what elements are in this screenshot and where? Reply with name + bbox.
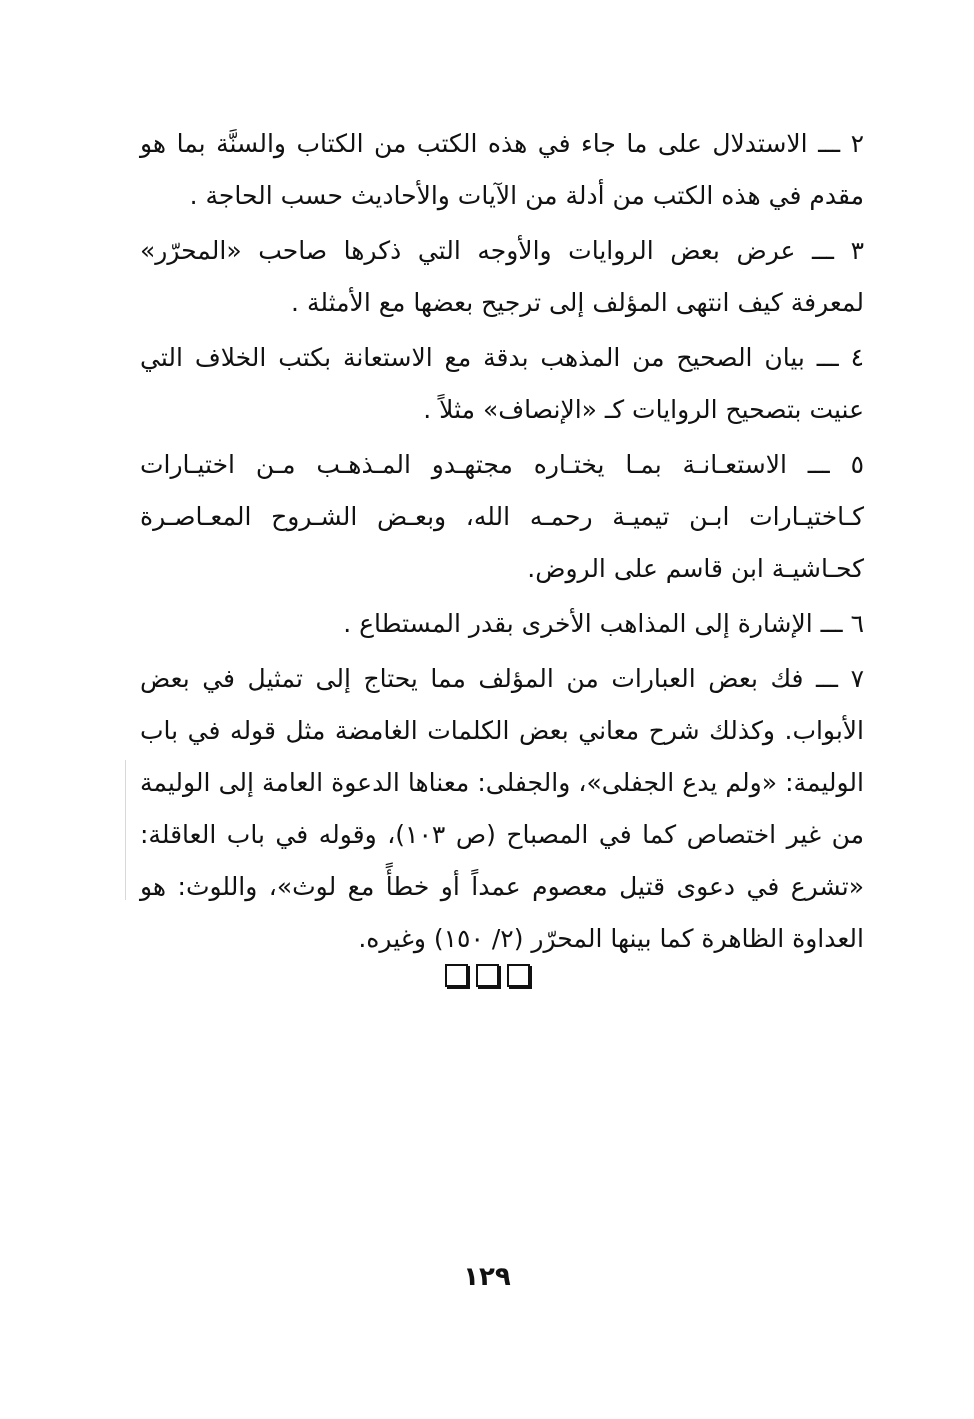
section-end-ornament	[0, 964, 974, 987]
list-item-7: ٧ ـــ فك بعض العبارات من المؤلف مما يحتاج إلى تمثيل في بعض الأبواب. وكذلك شرح معاني بعض الكلمات الغامضة مثل قوله في باب الوليمة: «ولم يدع الجفلى»، والجفلى: معناها الدعوة العامة إلى الوليمة من غير اختصاص كما في المصباح (ص ١٠٣)، وقوله في باب العاقلة: «تشرع في دعوى قتيل معصوم عمداً أو خطأً مع لوث»، واللوث: هو العداوة الظاهرة كما بينها المحرّر (٢/ ١٥٠) وغيره.	[140, 664, 864, 953]
square-ornament-icon	[507, 964, 530, 987]
square-ornament-icon	[445, 964, 468, 987]
square-ornament-icon	[476, 964, 499, 987]
margin-rule	[125, 760, 126, 900]
list-item-2: ٢ ـــ الاستدلال على ما جاء في هذه الكتب من الكتاب والسنَّة بما هو مقدم في هذه الكتب من أدلة من الآيات والأحاديث حسب الحاجة .	[140, 129, 864, 210]
list-item-3: ٣ ـــ عرض بعض الروايات والأوجه التي ذكرها صاحب «المحرّر» لمعرفة كيف انتهى المؤلف إلى ترجيح بعضها مع الأمثلة .	[140, 236, 864, 317]
page-number: ١٢٩	[463, 1262, 511, 1292]
list-item-4: ٤ ـــ بيان الصحيح من المذهب بدقة مع الاستعانة بكتب الخلاف التي عنيت بتصحيح الروايات كـ «الإنصاف» مثلاً .	[140, 343, 864, 424]
list-item-6: ٦ ـــ الإشارة إلى المذاهب الأخرى بقدر المستطاع .	[343, 609, 864, 638]
list-item-5: ٥ ـــ الاستعـانـة بمـا يختـاره مجتهـدو المـذهـب مـن اختيـارات كـاختيـارات ابـن تيميـة رحمـه الله، وبعـض الشـروح المعـاصـرة كحـاشيـة ابن قاسم على الروض.	[140, 450, 864, 583]
page-body	[140, 118, 864, 968]
